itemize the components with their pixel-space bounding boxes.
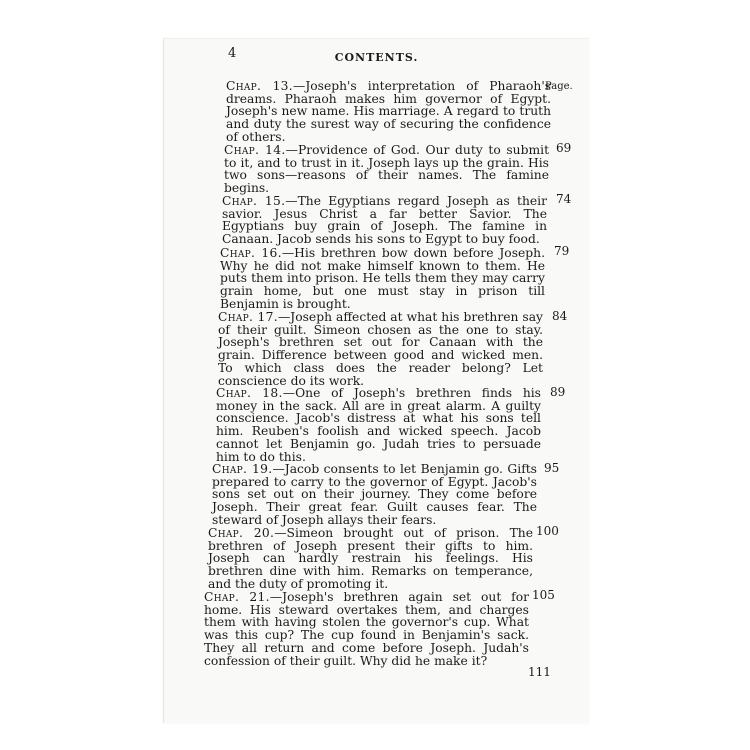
chapter-summary: —Joseph's brethren again set out for home. His steward overtakes them, and charges them with having stolen the governor's cup. What was this cup? The cup found in Benjamin's sack. They all return and come before Joseph. Judah's confession of their guilt. Why did he make it? xyxy=(204,590,529,668)
chapter-label: Chap. 19. xyxy=(212,462,273,476)
chapter-summary: —One of Joseph's brethren finds his money in the sack. All are in great alarm. A guilty conscience. Jacob's distress at what his sons tell him. Reuben's foolish and wicked speech. Jacob cannot let Benjamin go. Judah tries to persuade him to do this. xyxy=(216,386,541,464)
toc-page-number: 95 xyxy=(544,461,560,475)
chapter-label: Chap. 17. xyxy=(218,310,278,324)
chapter-label: Chap. 15. xyxy=(222,194,286,208)
page-title: CONTENTS. xyxy=(334,51,419,64)
chapter-label: Chap. 13. xyxy=(226,79,294,93)
chapter-label: Chap. 21. xyxy=(204,590,270,604)
toc-page-number: 111 xyxy=(528,665,551,679)
toc-entry-19 xyxy=(212,463,537,527)
toc-entry-14 xyxy=(224,144,549,195)
chapter-label: Chap. 16. xyxy=(220,246,282,260)
page-column-label: Page. xyxy=(545,81,573,92)
toc-entry-17 xyxy=(218,311,543,387)
toc-entry-20 xyxy=(208,527,533,591)
toc-entry-21 xyxy=(204,591,529,667)
chapter-summary: —Joseph affected at what his brethren say of their guilt. Simeon chosen as the one to stay. Joseph's brethren set out for Canaan with the grain. Difference between good and wicked men. To which class does the reader belong? Let conscience do its work. xyxy=(218,310,543,388)
toc-entry-18 xyxy=(216,387,541,463)
toc-page-number: 79 xyxy=(554,244,570,258)
toc-page-number: 89 xyxy=(550,385,566,399)
toc-entry-16 xyxy=(220,247,545,311)
toc-page-number: 84 xyxy=(552,309,568,323)
toc-page-number: 69 xyxy=(556,141,572,155)
toc-entry-15 xyxy=(222,195,547,246)
chapter-label: Chap. 14. xyxy=(224,143,286,157)
toc-page-number: 105 xyxy=(532,588,555,602)
toc-page-number: 100 xyxy=(536,524,559,538)
chapter-summary: —Joseph's interpretation of Pharaoh's dreams. Pharaoh makes him governor of Egypt. Joseph's new name. His marriage. A regard to truth and duty the surest way of securing the confidence of others. xyxy=(226,79,552,144)
chapter-summary: —The Egyptians regard Joseph as their savior. Jesus Christ a far better Savior. The Egyptians buy grain of Joseph. The famine in Canaan. Jacob sends his sons to Egypt to buy food. xyxy=(222,194,547,247)
toc-entry-13 xyxy=(226,80,551,144)
chapter-label: Chap. 18. xyxy=(216,386,283,400)
chapter-summary: —Jacob consents to let Benjamin go. Gifts prepared to carry to the governor of Egypt. Jacob's sons set out on their journey. They come before Joseph. Their great fear. Guilt causes fear. The steward of Joseph allays their fears. xyxy=(212,462,537,527)
chapter-summary: —Providence of God. Our duty to submit to it, and to trust in it. Joseph lays up the grain. His two sons—reasons of their names. The famine begins. xyxy=(224,143,550,196)
chapter-label: Chap. 20. xyxy=(208,526,275,540)
chapter-summary: —His brethren bow down before Joseph. Why he did not make himself known to them. He puts them into prison. He tells them they may carry grain home, but one must stay in prison till Benjamin is brought. xyxy=(220,246,545,311)
book-page xyxy=(163,38,589,723)
page-number: 4 xyxy=(228,46,237,61)
toc-page-number: 74 xyxy=(556,192,572,206)
chapter-summary: —Simeon brought out of prison. The brethren of Joseph present their gifts to him. Joseph can hardly restrain his feelings. His brethren dine with him. Remarks on temperance, and the duty of promoting it. xyxy=(208,526,534,591)
